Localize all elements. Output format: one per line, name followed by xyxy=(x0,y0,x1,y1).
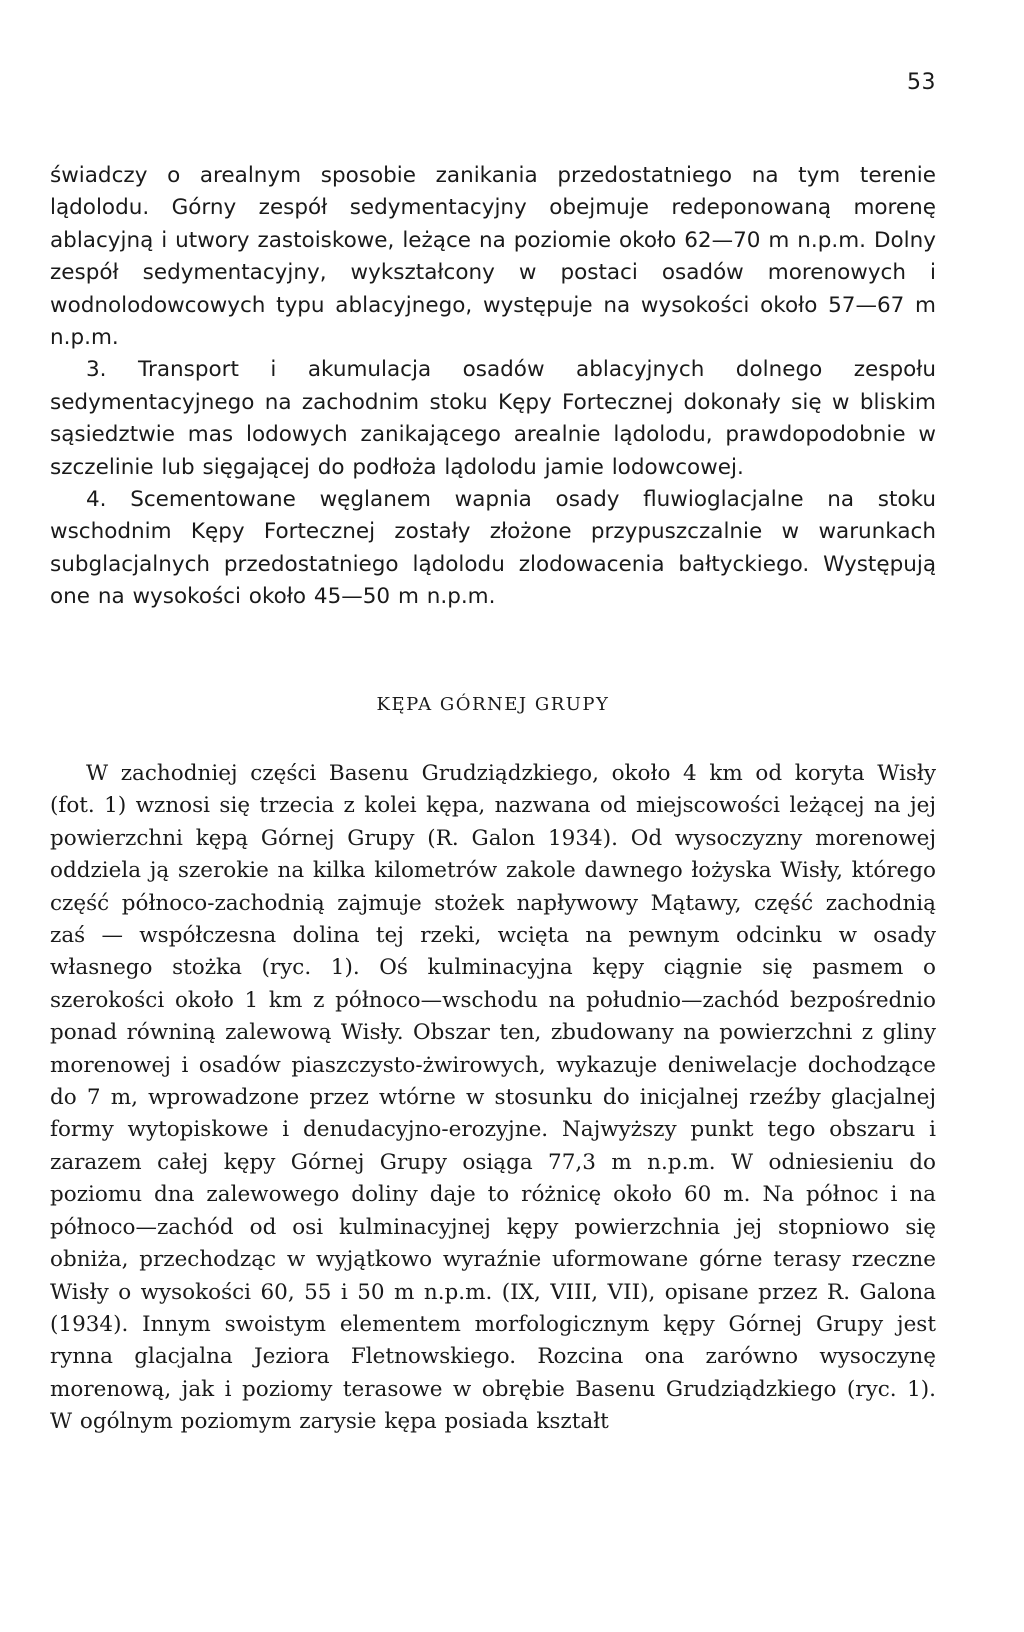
section-heading: KĘPA GÓRNEJ GRUPY xyxy=(376,694,610,715)
page-number: 53 xyxy=(907,70,936,95)
paragraph: 3. Transport i akumulacja osadów ablacyjnych dolnego zespołu sedymentacyjnego na zachodnim stoku Kępy Fortecznej dokonały się w bliskim sąsiedztwie mas lodowych zanikającego arealnie lądolodu, prawdopodobnie w szczelinie lub sięgającej do podłoża lądolodu jamie lodowcowej. xyxy=(50,357,936,480)
body-text-section-1 xyxy=(50,160,936,614)
paragraph: W zachodniej części Basenu Grudziądzkiego, około 4 km od koryta Wisły (fot. 1) wznosi się trzecia z kolei kępa, nazwana od miejscowości leżącej na jej powierzchni kępą Górnej Grupy (R. Galon 1934). Od wysoczyzny morenowej oddziela ją szerokie na kilka kilometrów zakole dawnego łożyska Wisły, którego część północo-zachodnią zajmuje stożek napływowy Mątawy, część zachodnią zaś — współczesna dolina tej rzeki, wcięta na pewnym odcinku w osady własnego stożka (ryc. 1). Oś kulminacyjna kępy ciągnie się pasmem o szerokości około 1 km z północo—wschodu na południo—zachód bezpośrednio ponad równiną zalewową Wisły. Obszar ten, zbudowany na powierzchni z gliny morenowej i osadów piaszczysto-żwirowych, wykazuje deniwelacje dochodzące do 7 m, wprowadzone przez wtórne w stosunku do inicjalnej rzeźby glacjalnej formy wytopiskowe i denudacyjno-erozyjne. Najwyższy punkt tego obszaru i zarazem całej kępy Górnej Grupy osiąga 77,3 m n.p.m. W odniesieniu do poziomu dna zalewowego doliny daje to różnicę około 60 m. Na północ i na północo—zachód od osi kulminacyjnej kępy powierzchnia jej stopniowo się obniża, przechodząc w wyjątkowo wyraźnie uformowane górne terasy rzeczne Wisły o wysokości 60, 55 i 50 m n.p.m. (IX, VIII, VII), opisane przez R. Galona (1934). Innym swoistym elementem morfologicznym kępy Górnej Grupy jest rynna glacjalna Jeziora Fletnowskiego. Rozcina ona zarówno wysoczynę morenową, jak i poziomy terasowe w obrębie Basenu Grudziądzkiego (ryc. 1). W ogólnym poziomym zarysie kępa posiada kształt xyxy=(50,761,936,1435)
paragraph: 4. Scementowane węglanem wapnia osady fluwioglacjalne na stoku wschodnim Kępy Fortecznej zostały złożone przypuszczalnie w warunkach subglacjalnych przedostatniego lądolodu zlodowacenia bałtyckiego. Występują one na wysokości około 45—50 m n.p.m. xyxy=(50,487,936,610)
body-text-section-2 xyxy=(50,758,936,1439)
paragraph: świadczy o arealnym sposobie zanikania przedostatniego na tym terenie lądolodu. Górny zespół sedymentacyjny obejmuje redeponowaną morenę ablacyjną i utwory zastoiskowe, leżące na poziomie około 62—70 m n.p.m. Dolny zespół sedymentacyjny, wykształcony w postaci osadów morenowych i wodnolodowcowych typu ablacyjnego, występuje na wysokości około 57—67 m n.p.m. xyxy=(50,163,936,351)
